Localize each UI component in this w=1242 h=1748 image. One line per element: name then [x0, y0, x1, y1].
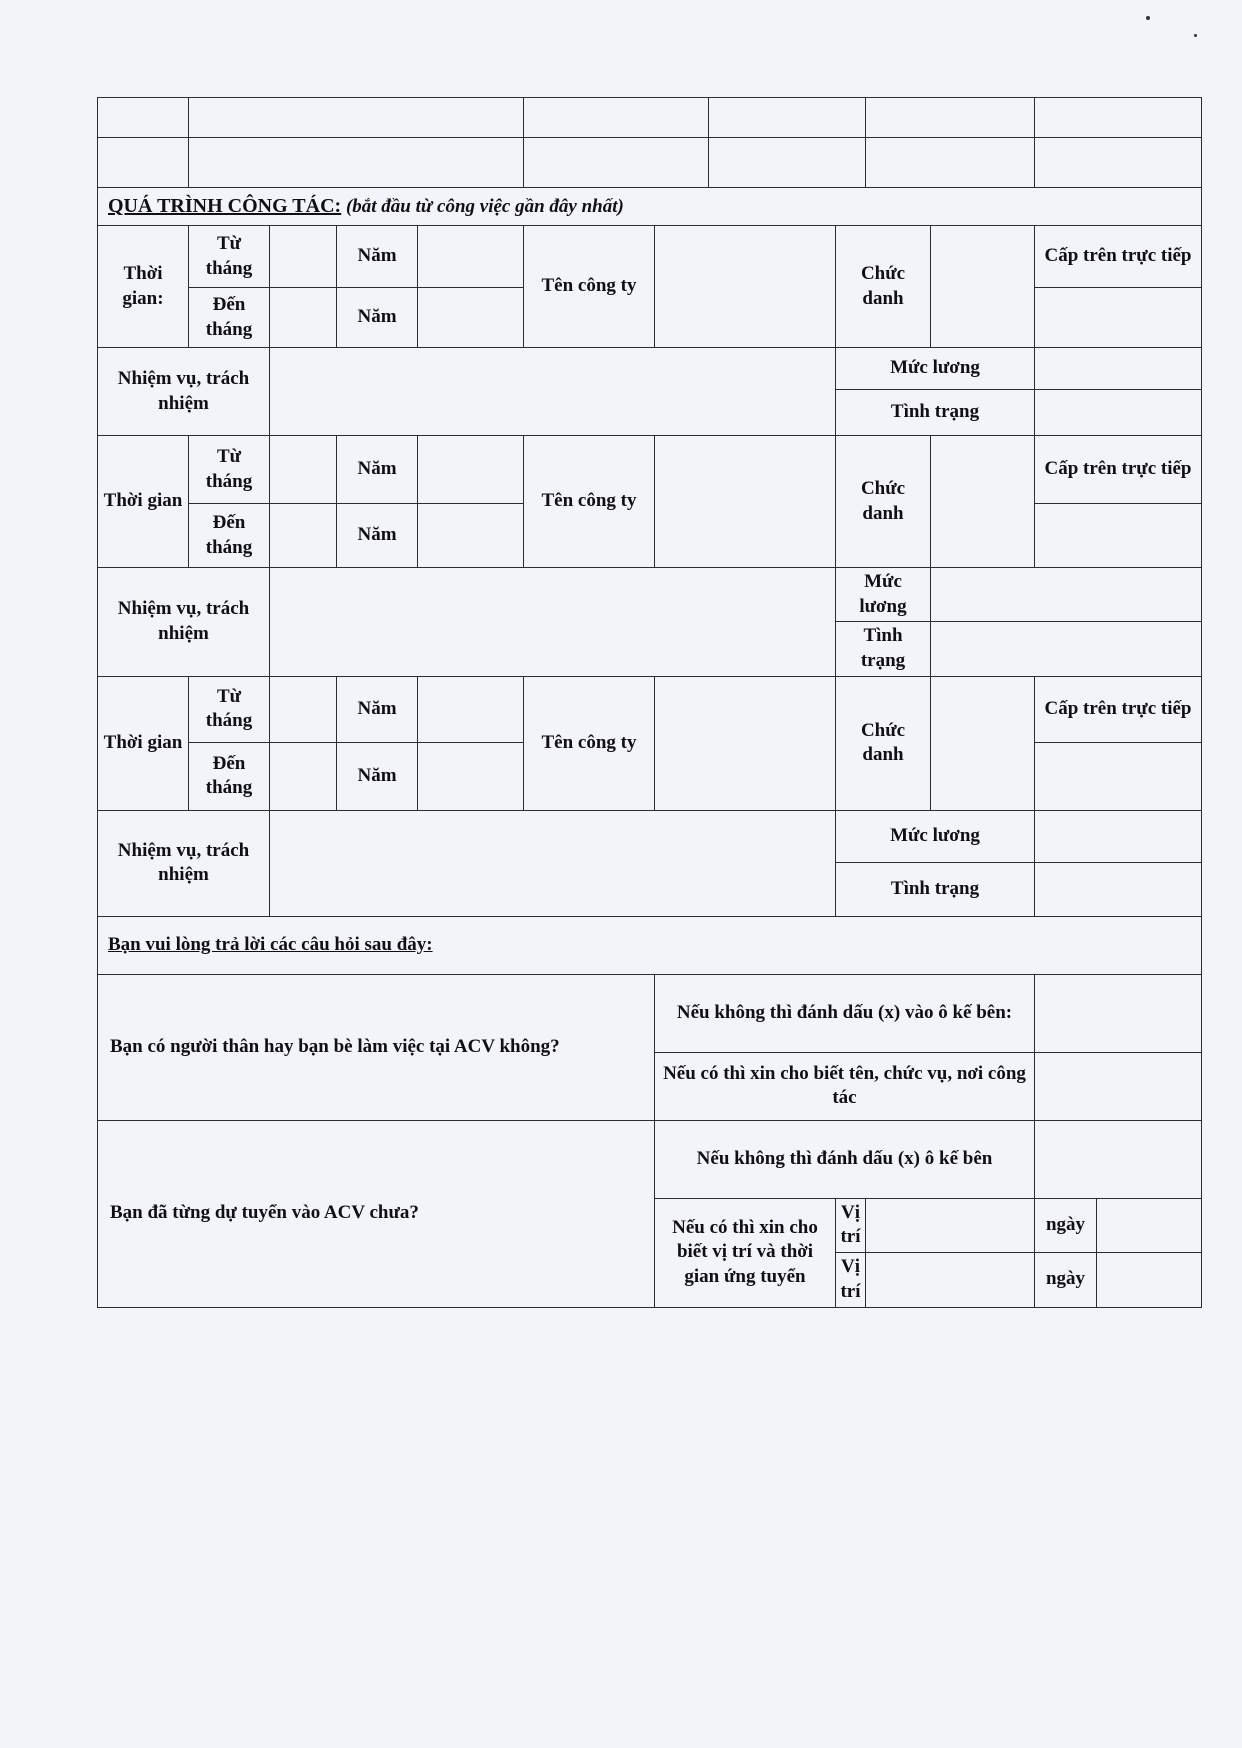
- duties-input[interactable]: [270, 348, 836, 436]
- cell-input[interactable]: [98, 98, 189, 138]
- status-label: Tình trạng: [836, 622, 931, 676]
- to-month-input[interactable]: [270, 504, 337, 568]
- job-title-input[interactable]: [931, 676, 1035, 810]
- year-label: Năm: [337, 676, 418, 742]
- job-title-input[interactable]: [931, 436, 1035, 568]
- period-label: Thời gian: [98, 436, 189, 568]
- salary-label: Mức lương: [836, 568, 931, 622]
- duties-input[interactable]: [270, 568, 836, 677]
- duties-label: Nhiệm vụ, trách nhiệm: [98, 810, 270, 916]
- company-label: Tên công ty: [524, 226, 655, 348]
- cell-input[interactable]: [98, 138, 189, 188]
- year-label: Năm: [337, 288, 418, 348]
- supervisor-input[interactable]: [1035, 504, 1202, 568]
- period-label: Thời gian:: [98, 226, 189, 348]
- questions-heading: [98, 916, 1202, 974]
- year-label: Năm: [337, 742, 418, 810]
- salary-input[interactable]: [1035, 348, 1202, 390]
- from-year-input[interactable]: [418, 226, 524, 288]
- prev-section-row: [98, 98, 1202, 138]
- supervisor-label: Cấp trên trực tiếp: [1035, 436, 1202, 504]
- to-month-input[interactable]: [270, 742, 337, 810]
- cell-input[interactable]: [189, 138, 524, 188]
- job-title-input[interactable]: [931, 226, 1035, 348]
- job-title-label: Chức danh: [836, 676, 931, 810]
- supervisor-label: Cấp trên trực tiếp: [1035, 226, 1202, 288]
- job-title-label: Chức danh: [836, 226, 931, 348]
- salary-input[interactable]: [931, 568, 1202, 622]
- from-month-label: Từ tháng: [189, 226, 270, 288]
- cell-input[interactable]: [189, 98, 524, 138]
- status-label: Tình trạng: [836, 390, 1035, 436]
- cell-input[interactable]: [1035, 98, 1202, 138]
- cell-input[interactable]: [709, 98, 866, 138]
- job-title-label: Chức danh: [836, 436, 931, 568]
- status-input[interactable]: [1035, 390, 1202, 436]
- from-year-input[interactable]: [418, 676, 524, 742]
- company-label: Tên công ty: [524, 436, 655, 568]
- from-month-input[interactable]: [270, 226, 337, 288]
- q1-if-yes-label: Nếu có thì xin cho biết tên, chức vụ, nơi công tác: [655, 1052, 1035, 1120]
- to-year-input[interactable]: [418, 742, 524, 810]
- salary-label: Mức lương: [836, 810, 1035, 862]
- q2-if-yes-label: Nếu có thì xin cho biết vị trí và thời gian ứng tuyển: [655, 1198, 836, 1307]
- company-label: Tên công ty: [524, 676, 655, 810]
- salary-label: Mức lương: [836, 348, 1035, 390]
- q1-no-checkbox[interactable]: [1035, 974, 1202, 1052]
- cell-input[interactable]: [524, 138, 709, 188]
- q2-if-no-label: Nếu không thì đánh dấu (x) ô kế bên: [655, 1120, 1035, 1198]
- from-month-input[interactable]: [270, 676, 337, 742]
- company-input[interactable]: [655, 676, 836, 810]
- date-input[interactable]: [1097, 1198, 1202, 1252]
- question-relatives: Bạn có người thân hay bạn bè làm việc tại ACV không?: [98, 974, 655, 1120]
- position-input[interactable]: [866, 1253, 1035, 1307]
- year-label: Năm: [337, 436, 418, 504]
- to-month-input[interactable]: [270, 288, 337, 348]
- position-input[interactable]: [866, 1198, 1035, 1252]
- q1-if-no-label: Nếu không thì đánh dấu (x) vào ô kế bên:: [655, 974, 1035, 1052]
- question-previous-application: Bạn đã từng dự tuyển vào ACV chưa?: [98, 1120, 655, 1307]
- from-month-label: Từ tháng: [189, 436, 270, 504]
- duties-label: Nhiệm vụ, trách nhiệm: [98, 568, 270, 677]
- work-history-heading: [98, 188, 1202, 226]
- to-month-label: Đến tháng: [189, 504, 270, 568]
- supervisor-label: Cấp trên trực tiếp: [1035, 676, 1202, 742]
- questions-title: Bạn vui lòng trả lời các câu hỏi sau đây:: [108, 933, 433, 955]
- scan-speck: [1194, 34, 1197, 37]
- from-month-input[interactable]: [270, 436, 337, 504]
- duties-label: Nhiệm vụ, trách nhiệm: [98, 348, 270, 436]
- cell-input[interactable]: [1035, 138, 1202, 188]
- year-label: Năm: [337, 504, 418, 568]
- status-input[interactable]: [1035, 862, 1202, 916]
- salary-input[interactable]: [1035, 810, 1202, 862]
- cell-input[interactable]: [524, 98, 709, 138]
- status-label: Tình trạng: [836, 862, 1035, 916]
- from-year-input[interactable]: [418, 436, 524, 504]
- position-label: Vị trí: [836, 1253, 866, 1307]
- date-label: ngày: [1035, 1198, 1097, 1252]
- section-subtitle: (bắt đầu từ công việc gần đây nhất): [345, 196, 624, 218]
- supervisor-input[interactable]: [1035, 742, 1202, 810]
- to-month-label: Đến tháng: [189, 742, 270, 810]
- company-input[interactable]: [655, 226, 836, 348]
- supervisor-input[interactable]: [1035, 288, 1202, 348]
- to-month-label: Đến tháng: [189, 288, 270, 348]
- prev-section-row: [98, 138, 1202, 188]
- application-form-table: [97, 97, 1202, 1308]
- cell-input[interactable]: [866, 98, 1035, 138]
- q2-no-checkbox[interactable]: [1035, 1120, 1202, 1198]
- position-label: Vị trí: [836, 1198, 866, 1252]
- status-input[interactable]: [931, 622, 1202, 676]
- cell-input[interactable]: [709, 138, 866, 188]
- to-year-input[interactable]: [418, 504, 524, 568]
- company-input[interactable]: [655, 436, 836, 568]
- year-label: Năm: [337, 226, 418, 288]
- cell-input[interactable]: [866, 138, 1035, 188]
- q1-details-input[interactable]: [1035, 1052, 1202, 1120]
- scan-speck: [1146, 16, 1150, 20]
- period-label: Thời gian: [98, 676, 189, 810]
- date-input[interactable]: [1097, 1253, 1202, 1307]
- date-label: ngày: [1035, 1253, 1097, 1307]
- duties-input[interactable]: [270, 810, 836, 916]
- section-title: QUÁ TRÌNH CÔNG TÁC:: [108, 195, 342, 218]
- to-year-input[interactable]: [418, 288, 524, 348]
- from-month-label: Từ tháng: [189, 676, 270, 742]
